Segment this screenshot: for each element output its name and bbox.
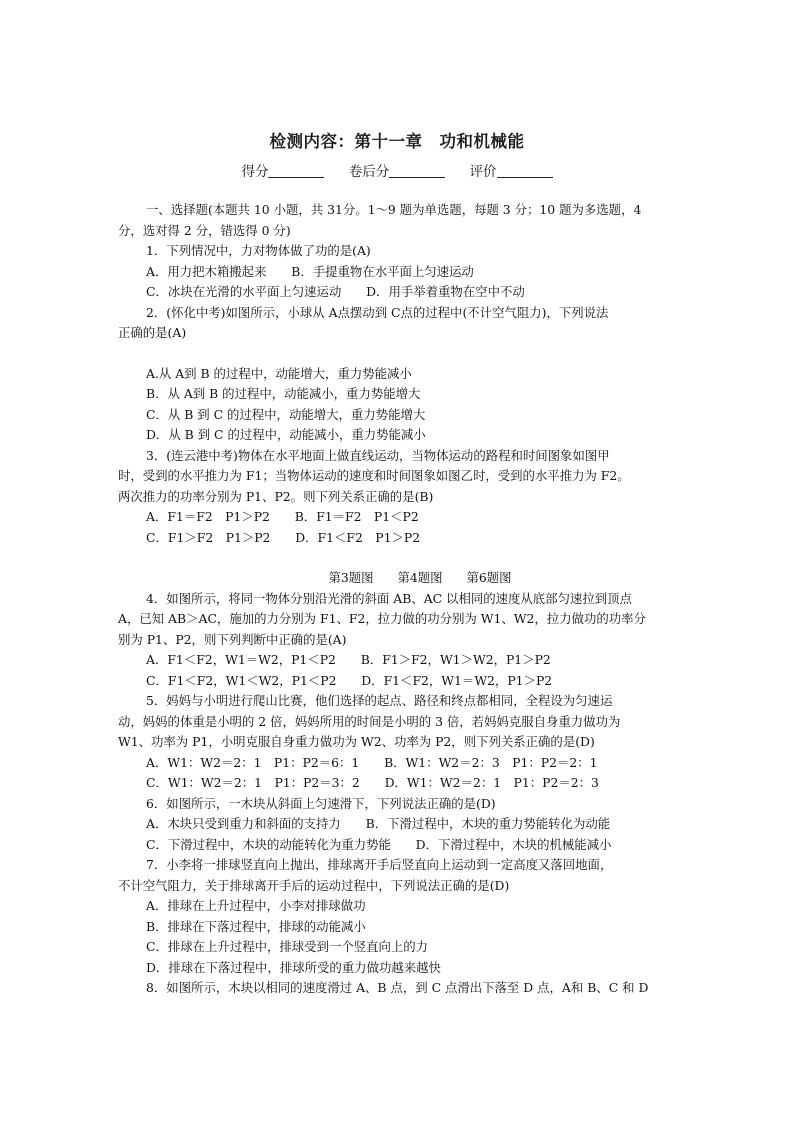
after-score-blank — [389, 165, 445, 178]
question-5: 5．妈妈与小明进行爬山比赛，他们选择的起点、路径和终点都相同，全程设为匀速运 — [146, 693, 613, 708]
question-2-option-d: D．从 B 到 C 的过程中，动能减小，重力势能减小 — [146, 427, 426, 442]
question-3: 3．(连云港中考)物体在水平地面上做直线运动，当物体运动的路程和时间图象如图甲 — [146, 447, 610, 463]
question-7-option-c: C．排球在上升过程中，排球受到一个竖直向上的力 — [146, 939, 429, 954]
figure-caption-3: 第3题图 — [328, 570, 374, 585]
question-4-cont-2: 别为 P1、P2，则下列判断中正确的是(A) — [118, 631, 347, 647]
question-5-cont-2: W1、功率为 P1，小明克服自身重力做功为 W2、功率为 P2，则下列关系正确的是(D) — [118, 734, 595, 749]
question-1: 1．下列情况中，力对物体做了功的是(A) — [146, 243, 371, 258]
question-5-options-cd: C．W1：W2＝2：1 P1：P2＝3：2 D．W1：W2＝2：1 P1：P2＝2：3 — [146, 775, 599, 790]
evaluation-label: 评价 — [469, 164, 497, 180]
after-score-label: 卷后分 — [348, 164, 390, 180]
question-7-cont: 不计空气阻力，关于排球离开手后的运动过程中，下列说法正确的是(D) — [118, 877, 510, 893]
question-3-cont-2: 两次推力的功率分别为 P1、P2。则下列关系正确的是(B) — [118, 488, 434, 504]
score-label: 得分 — [241, 164, 269, 180]
question-3-options-cd: C．F1＞F2 P1＞P2 D．F1＜F2 P1＞P2 — [146, 529, 421, 545]
question-6-options-cd: C．下滑过程中，木块的动能转化为重力势能 D．下滑过程中，木块的机械能减小 — [146, 836, 612, 852]
question-5-options-ab: A．W1：W2＝2：1 P1：P2＝6：1 B．W1：W2＝2：3 P1：P2＝2：1 — [146, 754, 598, 770]
question-body — [118, 200, 684, 999]
question-4-options-ab: A．F1＜F2，W1＝W2，P1＜P2 B．F1＞F2，W1＞W2，P1＞P2 — [146, 652, 551, 667]
question-1-options-cd: C．冰块在光滑的水平面上匀速运动 D．用手举着重物在空中不动 — [146, 284, 525, 299]
question-2-cont: 正确的是(A) — [118, 325, 187, 340]
question-3-cont: 时，受到的水平推力为 F1；当物体运动的速度和时间图象如图乙时，受到的水平推力为 F2。 — [118, 468, 630, 483]
question-3-options-ab: A．F1＝F2 P1＞P2 B．F1＝F2 P1＜P2 — [146, 509, 419, 524]
question-2: 2．(怀化中考)如图所示，小球从 A点摆动到 C点的过程中(不计空气阻力)，下列说法 — [146, 304, 609, 320]
question-2-option-b: B．从 A到 B 的过程中，动能减小，重力势能增大 — [146, 386, 421, 401]
page-title: 检测内容：第十一章 功和机械能 — [269, 132, 525, 151]
figure-space — [118, 344, 684, 364]
question-6: 6．如图所示，一木块从斜面上匀速滑下，下列说法正确的是(D) — [146, 795, 496, 811]
score-blank — [268, 165, 324, 178]
figure-space — [118, 548, 684, 568]
figure-caption-4: 第4题图 — [397, 570, 443, 585]
question-4-options-cd: C．F1＜F2，W1＜W2，P1＜P2 D．F1＜F2，W1＝W2，P1＞P2 — [146, 672, 553, 688]
figure-captions — [118, 568, 684, 589]
question-7-option-b: B．排球在下落过程中，排球的动能减小 — [146, 918, 366, 934]
score-line — [0, 160, 794, 180]
question-7-option-d: D．排球在下落过程中，排球所受的重力做功越来越快 — [146, 959, 441, 975]
question-7: 7．小李将一排球竖直向上抛出，排球离开手后竖直向上运动到一定高度又落回地面， — [146, 857, 613, 872]
section-heading: 一、选择题(本题共 10 小题，共 31分。1～9 题为单选题，每题 3 分；10 题为多选题，4 — [146, 202, 642, 217]
question-1-options-ab: A．用力把木箱搬起来 B．手提重物在水平面上匀速运动 — [146, 263, 474, 279]
question-6-options-ab: A．木块只受到重力和斜面的支持力 B．下滑过程中，木块的重力势能转化为动能 — [146, 816, 611, 831]
question-7-option-a: A．排球在上升过程中，小李对排球做功 — [146, 898, 366, 913]
section-heading-cont: 分，选对得 2 分，错选得 0 分) — [118, 222, 291, 238]
question-4-cont: A，已知 AB＞AC，施加的力分别为 F1、F2，拉力做的功分别为 W1、W2，拉力做功的功率分 — [118, 611, 646, 626]
figure-caption-6: 第6题图 — [466, 570, 512, 585]
question-8: 8．如图所示，木块以相同的速度滑过 A、B 点，到 C 点滑出下落至 D 点，A和 B、C 和 D — [146, 980, 649, 995]
question-5-cont: 动，妈妈的体重是小明的 2 倍，妈妈所用的时间是小明的 3 倍，若妈妈克服自身重力做功为 — [118, 713, 621, 729]
question-2-option-a: A.从 A到 B 的过程中，动能增大，重力势能减小 — [146, 365, 412, 381]
evaluation-blank — [497, 165, 553, 178]
question-4: 4．如图所示，将同一物体分别沿光滑的斜面 AB、AC 以相同的速度从底部匀速拉到顶点 — [146, 590, 632, 606]
question-2-option-c: C．从 B 到 C 的过程中，动能增大，重力势能增大 — [146, 406, 426, 422]
